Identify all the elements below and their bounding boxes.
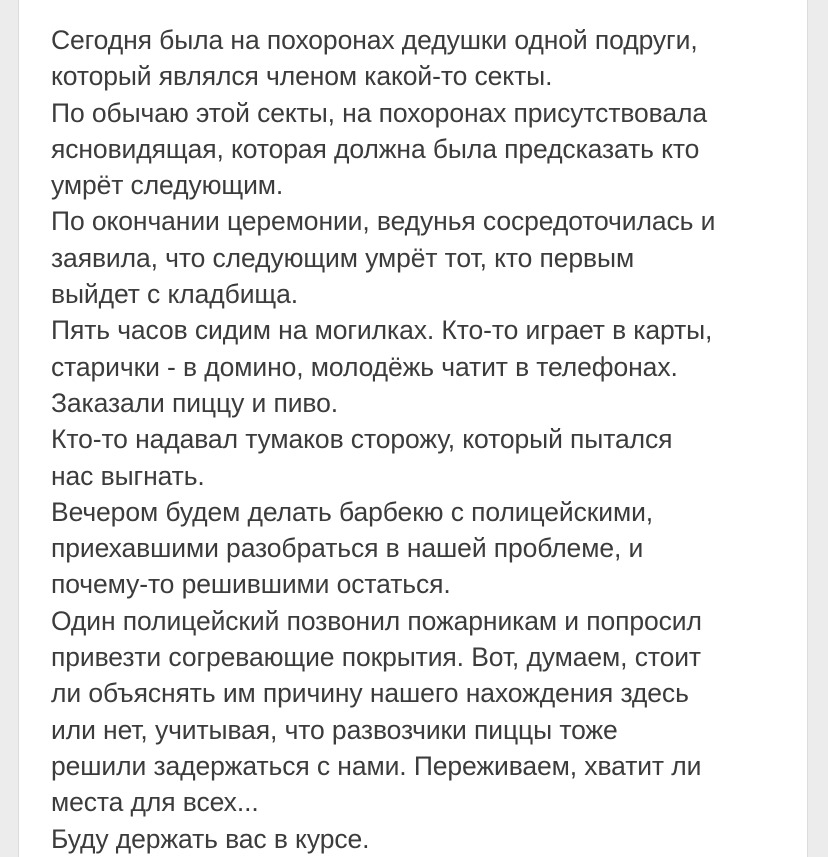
post-line: Вечером будем делать барбекю с полицейскими,: [51, 496, 654, 527]
post-line: старички - в домино, молодёжь чатит в телефонах.: [51, 351, 678, 382]
post-line: места для всех...: [51, 787, 259, 818]
post-line: который являлся членом какой-то секты.: [51, 61, 553, 92]
post-line: Кто-то надавал тумаков сторожу, который пытался: [51, 424, 673, 455]
post-line: выйдет с кладбища.: [51, 279, 298, 310]
post-line: Пять часов сидим на могилках. Кто-то играет в карты,: [51, 315, 713, 346]
post-line: заявила, что следующим умрёт тот, кто первым: [51, 242, 635, 273]
post-line: Заказали пиццу и пиво.: [51, 387, 338, 418]
post-text: [51, 22, 791, 857]
post-line: Буду держать вас в курсе.: [51, 823, 370, 854]
post-line: умрёт следующим.: [51, 170, 284, 201]
post-line: почему-то решившими остаться.: [51, 569, 451, 600]
post-line: По обычаю этой секты, на похоронах присутствовала: [51, 97, 707, 128]
post-line: По окончании церемонии, ведунья сосредоточилась и: [51, 206, 716, 237]
post-line: ли объяснять им причину нашего нахождения здесь: [51, 678, 689, 709]
post-line: решили задержаться с нами. Переживаем, хватит ли: [51, 750, 702, 781]
post-line: ясновидящая, которая должна была предсказать кто: [51, 133, 700, 164]
post-line: нас выгнать.: [51, 460, 205, 491]
post-line: Сегодня была на похоронах дедушки одной подруги,: [51, 25, 698, 55]
post-card: [18, 0, 808, 857]
post-line: или нет, учитывая, что развозчики пиццы тоже: [51, 714, 618, 745]
post-line: привезти согревающие покрытия. Вот, думаем, стоит: [51, 642, 701, 673]
post-line: приехавшими разобраться в нашей проблеме, и: [51, 533, 644, 564]
post-line: Один полицейский позвонил пожарникам и попросил: [51, 605, 702, 636]
